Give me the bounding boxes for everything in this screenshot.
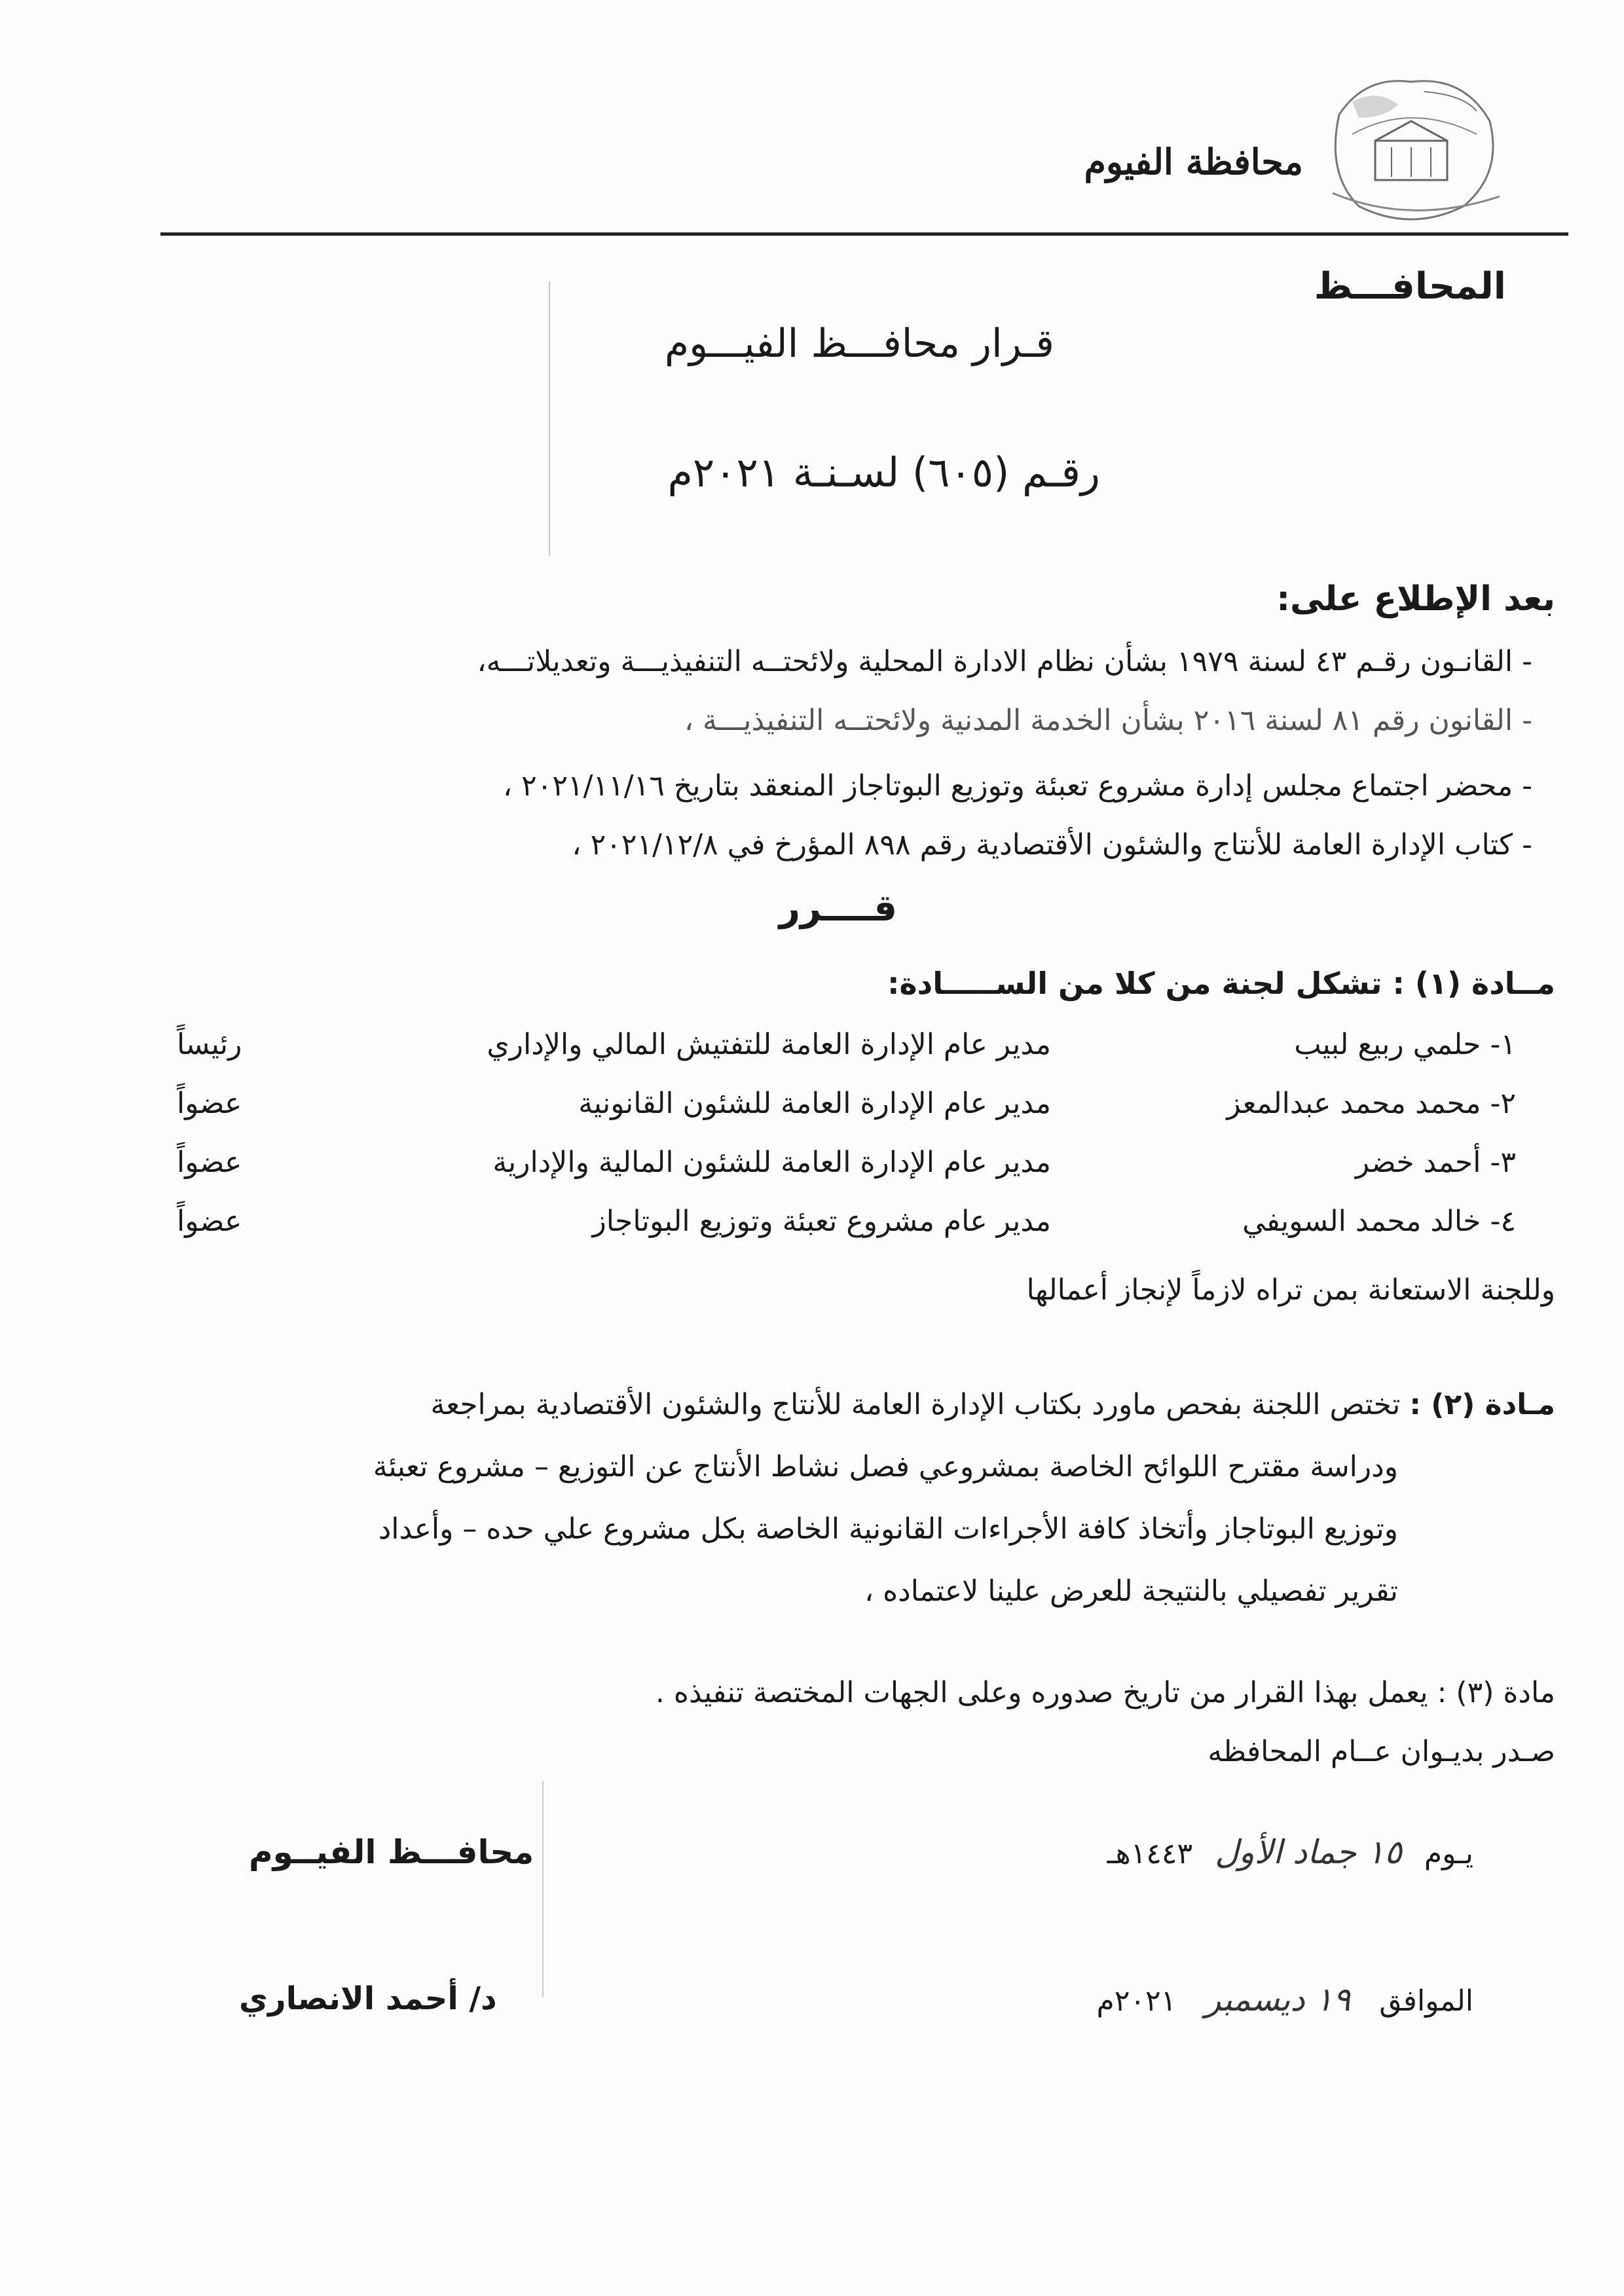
member-role: عضواً	[177, 1205, 242, 1238]
decided-heading: قــــرر	[779, 887, 897, 930]
gregorian-label: الموافق	[1379, 1984, 1473, 2018]
hijri-date	[1107, 1833, 1473, 1871]
scan-artifact-line	[549, 282, 550, 556]
gregorian-year: ٢٠٢١م	[1096, 1984, 1177, 2018]
reference-item: - القانون رقم ٨١ لسنة ٢٠١٦ بشأن الخدمة المدنية ولائحتــه التنفيذيـــة ،	[684, 704, 1532, 737]
reference-item: - محضر اجتماع مجلس إدارة مشروع تعبئة وتوزيع البوتاجاز المنعقد بتاريخ ٢٠٢١/١١/١٦ ،	[502, 769, 1532, 803]
member-name: ٤- خالد محمد السويفي	[1242, 1205, 1516, 1238]
article-2-label: مـادة (٢) :	[1409, 1388, 1555, 1421]
member-role: عضواً	[177, 1146, 242, 1179]
hijri-year: ١٤٤٣هـ	[1107, 1837, 1193, 1870]
article-2-line: ودراسة مقترح اللوائح الخاصة بمشروعي فصل نشاط الأنتاج عن التوزيع – مشروع تعبئة	[373, 1450, 1398, 1484]
reference-item: - القانـون رقـم ٤٣ لسنة ١٩٧٩ بشأن نظام الادارة المحلية ولائحتــه التنفيذيـــة وتعديلاتـــه،	[477, 645, 1532, 678]
reference-item: - كتاب الإدارة العامة للأنتاج والشئون الأقتصادية رقم ٨٩٨ المؤرخ في ٢٠٢١/١٢/٨ ،	[572, 828, 1532, 862]
member-title: مدير عام الإدارة العامة للشئون القانونية	[578, 1087, 1051, 1120]
article-3: مادة (٣) : يعمل بهذا القرار من تاريخ صدوره وعلى الجهات المختصة تنفيذه .	[655, 1676, 1555, 1709]
preamble-heading: بعد الإطلاع على:	[1276, 579, 1555, 619]
article-2-line: وتوزيع البوتاجاز وأتخاذ كافة الأجراءات القانونية الخاصة بكل مشروع علي حده – وأعداد	[378, 1512, 1398, 1546]
member-name: ٣- أحمد خضر	[1355, 1146, 1516, 1179]
member-role: رئيساً	[177, 1028, 242, 1061]
article-2-line: تقرير تفصيلي بالنتيجة للعرض علينا لاعتماده ،	[864, 1575, 1398, 1608]
handwritten-hijri-date: ١٥ جماد الأول	[1215, 1833, 1402, 1871]
day-label: يـوم	[1424, 1837, 1473, 1870]
committee-assist-clause: وللجنة الاستعانة بمن تراه لازماً لإنجاز أعمالها	[1026, 1273, 1555, 1307]
governorate-seal-icon	[1313, 62, 1509, 239]
decision-number: رقـم (٦٠٥) لسـنـة ٢٠٢١م	[667, 448, 1100, 496]
handwritten-gregorian-date: ١٩ ديسمبر	[1205, 1980, 1351, 2018]
office-title: المحافـــظ	[1314, 265, 1506, 308]
governor-title: محافـــظ الفيــوم	[249, 1833, 534, 1871]
member-name: ١- حلمي ربيع لبيب	[1294, 1028, 1516, 1061]
member-title: مدير عام الإدارة العامة للشئون المالية والإدارية	[492, 1146, 1051, 1179]
governor-name: د/ أحمد الانصاري	[239, 1980, 497, 2017]
issued-at: صـدر بديـوان عــام المحافظه	[1208, 1735, 1555, 1768]
article-2-line	[431, 1388, 1556, 1421]
header-divider	[160, 232, 1568, 236]
member-title: مدير عام الإدارة العامة للتفتيش المالي والإداري	[487, 1028, 1051, 1061]
gregorian-date	[1096, 1980, 1473, 2018]
decision-title: قـرار محافـــظ الفيـــوم	[665, 321, 1054, 367]
member-name: ٢- محمد محمد عبدالمعز	[1227, 1087, 1516, 1120]
scan-artifact-line	[542, 1781, 544, 1997]
governorate-header: محافظة الفيوم	[1084, 141, 1303, 183]
member-title: مدير عام مشروع تعبئة وتوزيع البوتاجاز	[592, 1205, 1051, 1238]
member-role: عضواً	[177, 1087, 242, 1120]
article-1-heading: مــادة (١) : تشكل لجنة من كلا من الســـــادة:	[887, 966, 1555, 1001]
article-2-text: تختص اللجنة بفحص ماورد بكتاب الإدارة العامة للأنتاج والشئون الأقتصادية بمراجعة	[430, 1388, 1401, 1421]
